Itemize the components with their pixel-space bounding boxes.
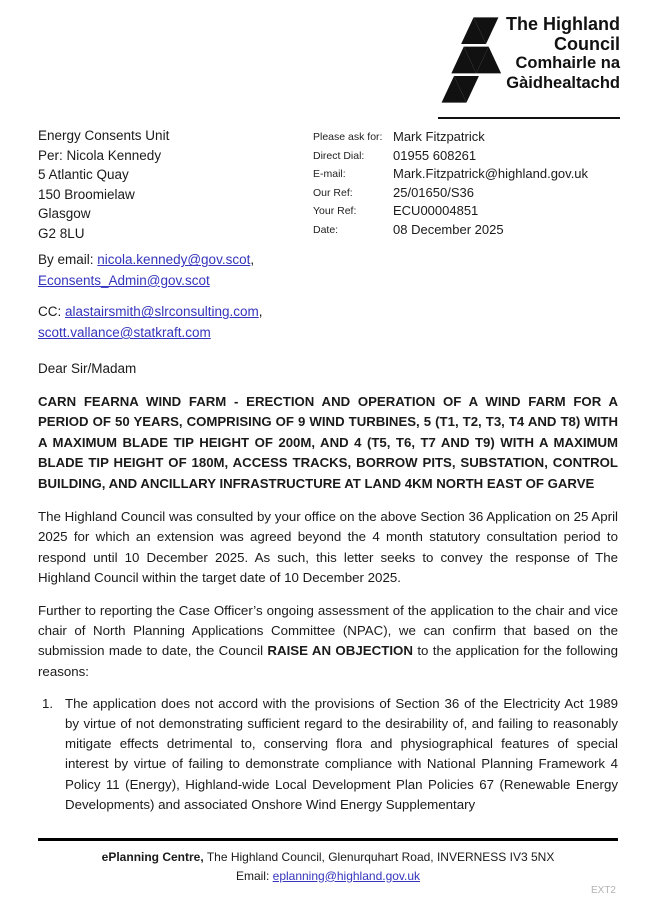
eplanning-centre-label: ePlanning Centre,: [101, 850, 204, 864]
contact-label: E-mail:: [313, 168, 346, 181]
subject-heading: CARN FEARNA WIND FARM - ERECTION AND OPERATION OF A WIND FARM FOR A PERIOD OF 50 YEARS, COMPRISING OF 9 WIND TURBINES, 5 (T1, T2, T3, T4 AND T8) WITH A MAXIMUM BLADE TIP HEIGHT OF 200M, AND 4 (T5, T6, T7 AND T9) WITH A MAXIMUM BLADE TIP HEIGHT OF 180M, ACCESS TRACKS, BORROW PITS, SUBSTATION, CONTROL BUILDING, AND ANCILLARY INFRASTRUCTURE AT LAND 4KM NORTH EAST OF GARVE: [38, 393, 618, 491]
paragraph-consultation: The Highland Council was consulted by your office on the above Section 36 Application on 25 April 2025 for which an extension was agreed beyond the 4 month statutory consultation period to respond until 10 December 2025. As such, this letter seeks to convey the response of The Highland Council within the target date of 10 December 2025.: [38, 509, 618, 585]
recipient-line: 5 Atlantic Quay: [38, 167, 129, 183]
email-link-eplanning[interactable]: eplanning@highland.gov.uk: [272, 868, 421, 883]
list-number: 1.: [42, 695, 54, 711]
logo-gaelic-line2: Gàidhealtachd: [506, 73, 620, 92]
highland-council-logo-icon: [438, 14, 502, 112]
recipient-line: Glasgow: [38, 206, 91, 222]
highland-council-logo: [438, 14, 620, 119]
recipient-line: Per: Nicola Kennedy: [38, 147, 162, 163]
footer-address-line: [38, 848, 618, 867]
logo-divider: [438, 117, 620, 119]
contact-value: Mark.Fitzpatrick@highland.gov.uk: [393, 166, 589, 182]
separator: ,: [250, 252, 255, 268]
footer-email-line: [38, 867, 618, 886]
recipient-address: [38, 126, 308, 243]
recipient-line: G2 8LU: [38, 225, 85, 241]
contact-value: 08 December 2025: [393, 221, 504, 237]
footer-address-rest: The Highland Council, Glenurquhart Road, INVERNESS IV3 5NX: [203, 850, 555, 864]
email-link-scott-vallance[interactable]: scott.vallance@statkraft.com: [38, 324, 211, 340]
logo-wordmark: [504, 14, 620, 93]
salutation: Dear Sir/Madam: [38, 361, 137, 377]
footer-email-label: Email:: [235, 868, 273, 883]
contact-label: Our Ref:: [313, 186, 353, 199]
contact-row-direct-dial: [313, 147, 618, 165]
cc-label: CC:: [38, 304, 65, 320]
reason-item-1: [38, 694, 618, 815]
by-email-block: [38, 250, 618, 291]
email-link-alastair-smith[interactable]: alastairsmith@slrconsulting.com: [65, 304, 259, 320]
logo-gaelic-line1: Comhairle na: [515, 54, 620, 73]
email-link-econsents-admin[interactable]: Econsents_Admin@gov.scot: [38, 272, 210, 288]
paragraph-objection: [38, 601, 618, 682]
email-link-nicola-kennedy[interactable]: nicola.kennedy@gov.scot: [97, 252, 251, 268]
objection-text-before: Further to reporting the Case Officer’s ongoing assessment of the application to the chair and vice chair of North Planning Applications Committee (NPAC), we can confirm that based on the submission made to date, the Council: [38, 603, 618, 659]
letterhead: [38, 0, 618, 126]
contact-value: 01955 608261: [393, 147, 477, 163]
contact-value: 25/01650/S36: [393, 184, 474, 200]
reason-text: The application does not accord with the provisions of Section 36 of the Electricity Act 1989 by virtue of not demonstrating sufficient regard to the desirability of, and failing to reasonably mitigate effects detrimental to, conserving flora and physiographical features of special interest by virtue of failing to demonstrate compliance with National Planning Framework 4 Policy 11 (Energy), Highland-wide Local Development Plan Policies 67 (Renewable Energy Developments) and associated Onshore Wind Energy Supplementary: [65, 695, 618, 812]
logo-name-line1: The Highland: [506, 14, 620, 34]
address-contact-row: [38, 126, 618, 243]
contact-row-our-ref: [313, 184, 618, 202]
contact-row-ask-for: [313, 128, 618, 146]
contact-row-date: [313, 221, 618, 239]
recipient-line: 150 Broomielaw: [38, 186, 135, 202]
contact-label: Please ask for:: [313, 131, 383, 143]
logo-name-line2: Council: [554, 34, 620, 55]
contact-details: [313, 126, 618, 243]
raise-an-objection-text: RAISE AN OBJECTION: [267, 643, 413, 659]
contact-value: ECU00004851: [393, 203, 479, 219]
by-email-label: By email:: [38, 252, 98, 268]
footer: [38, 838, 618, 896]
contact-label: Date:: [313, 223, 339, 236]
cc-block: [38, 302, 618, 343]
separator: ,: [258, 304, 263, 320]
contact-row-email: [313, 165, 618, 183]
page-tag: EXT2: [590, 885, 616, 896]
contact-label: Direct Dial:: [313, 149, 365, 162]
contact-row-your-ref: [313, 202, 618, 220]
recipient-line: Energy Consents Unit: [38, 128, 170, 143]
objection-text-after: to the application for the following reasons:: [38, 643, 618, 679]
contact-label: Your Ref:: [313, 205, 357, 218]
contact-value: Mark Fitzpatrick: [393, 129, 485, 144]
